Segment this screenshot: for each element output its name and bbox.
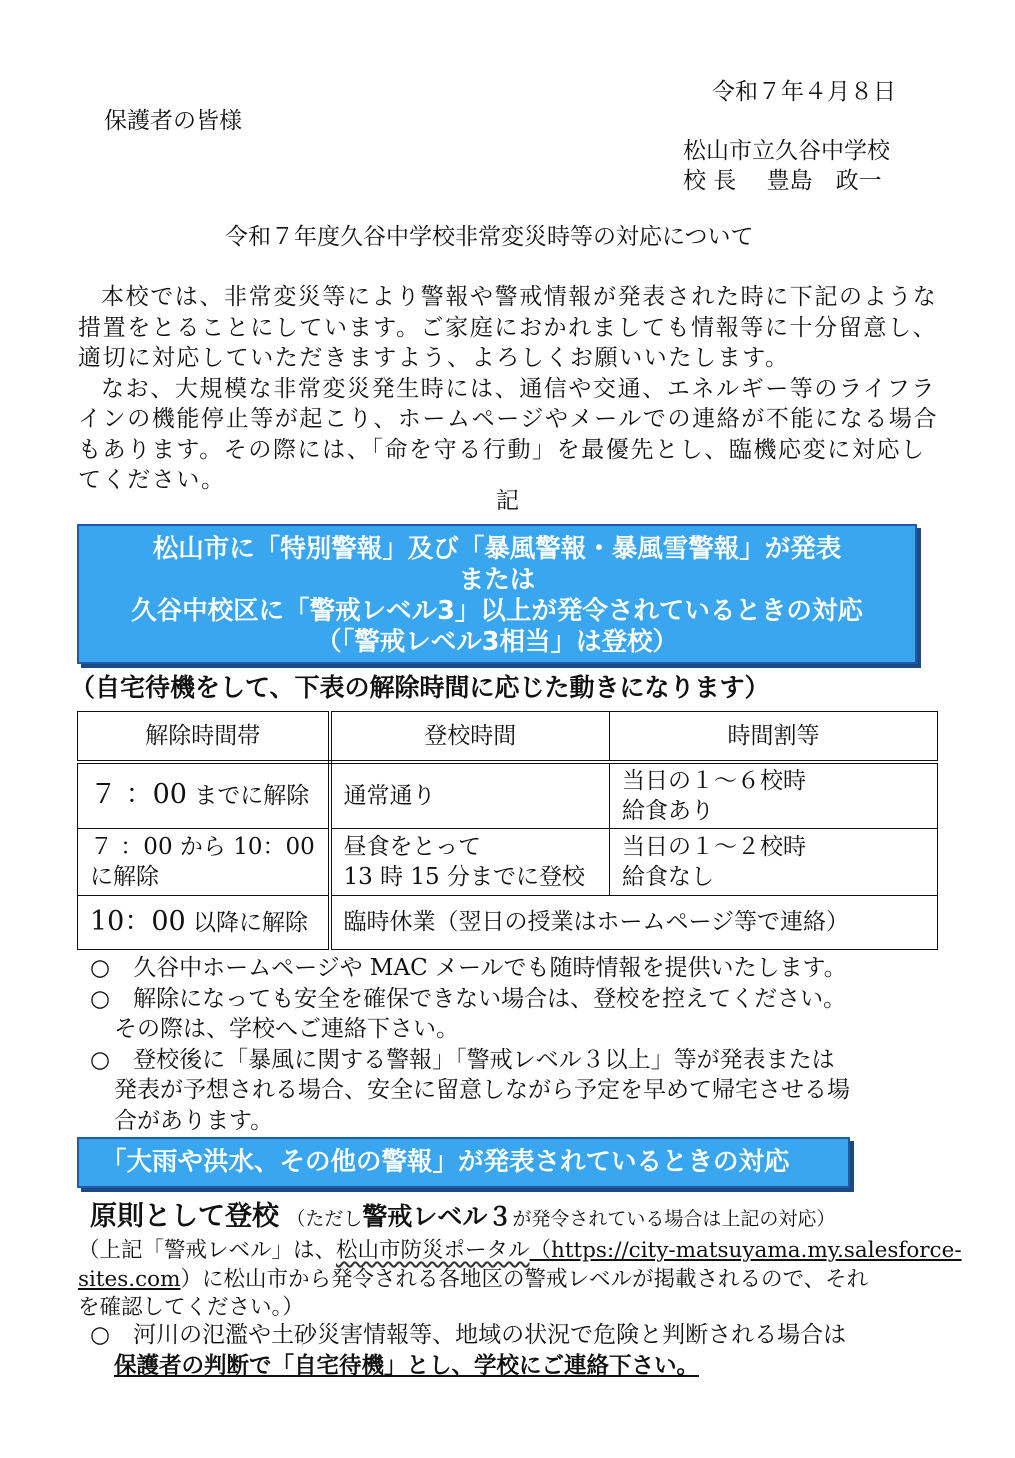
- section1-line: または: [458, 565, 536, 595]
- principle-text: 原則として登校: [90, 1201, 279, 1232]
- principle-note: が発令されている場合は上記の対応）: [512, 1208, 836, 1230]
- release-time-cell: [78, 828, 330, 895]
- reference-text: （上記「警戒レベル」は、: [78, 1238, 337, 1263]
- note-text: 登校後に「暴風に関する警報」「警戒レベル３以上」等が発表または: [133, 1046, 835, 1073]
- release-time-suffix: 以降に解除: [185, 909, 309, 936]
- table-row: [78, 762, 938, 828]
- note-continuation: 発表が予想される場合、安全に留意しながら予定を早めて帰宅させる場: [114, 1077, 850, 1103]
- bullet-icon: ○: [90, 955, 111, 981]
- reference-line-3: を確認してください。）: [78, 1295, 304, 1320]
- release-time-table: [77, 711, 938, 950]
- section2-title: 「大雨や洪水、その他の警報」が発表されているときの対応: [101, 1147, 790, 1177]
- schedule-line: 当日の１～２校時: [622, 833, 806, 860]
- release-time-cell: [78, 762, 330, 828]
- addressee: 保護者の皆様: [104, 108, 242, 134]
- list-item: [90, 1320, 846, 1351]
- column-header: 解除時間帯: [78, 712, 330, 763]
- date: 令和７年４月８日: [712, 79, 896, 105]
- bullet-icon: ○: [90, 985, 111, 1012]
- schedule-line: 給食なし: [622, 863, 714, 890]
- intro-text-2: なお、大規模な非常変災発生時には、通信や交通、エネルギー等のライフラインの機能停止等が起こり、ホームページやメールでの連絡が不能になる場合もあります。その際には、「命を守る行動」を最優先とし、臨機応変に対応してください。: [78, 375, 939, 493]
- school-name: 松山市立久谷中学校: [683, 138, 890, 164]
- reference-line-1: [78, 1236, 962, 1266]
- reference-text: ）に松山市から発令される各地区の警戒レベルが掲載されるので、それ: [180, 1267, 869, 1292]
- section1-line: 松山市に「特別警報」及び「暴風警報・暴風雪警報」が発表: [152, 534, 842, 564]
- bullet-icon: ○: [90, 1322, 111, 1348]
- column-header: 時間割等: [610, 712, 938, 763]
- schedule-line: 給食あり: [622, 797, 714, 824]
- release-time-value: 10：00: [90, 905, 186, 937]
- release-time-line: に解除: [90, 863, 159, 890]
- intro-text-1: 本校では、非常変災等により警報や警戒情報が発表された時に下記のような措置をとることにしています。ご家庭におかれましても情報等に十分留意し、適切に対応していただきますよう、よろしくお願いいたします。: [78, 284, 938, 371]
- table-row: [78, 895, 938, 949]
- list-item: [90, 953, 930, 984]
- table-row: [78, 828, 938, 895]
- arrival-cell: 臨時休業（翌日の授業はホームページ等で連絡）: [330, 895, 938, 949]
- portal-url-link[interactable]: （https://city-matsuyama.my.salesforce-: [529, 1238, 962, 1263]
- arrival-cell: 通常通り: [330, 762, 610, 828]
- principle-level: 警戒レベル３: [362, 1202, 513, 1231]
- principle-line: [90, 1200, 835, 1236]
- parent-judgment-note: 保護者の判断で「自宅待機」とし、学校にご連絡下さい。: [114, 1353, 700, 1379]
- release-time-value: ７ ：00: [90, 779, 187, 811]
- portal-name: 松山市防災ポータル: [336, 1238, 530, 1263]
- schedule-cell: [610, 828, 938, 895]
- section1-banner: [77, 524, 917, 664]
- principle-note: （ただし: [286, 1208, 363, 1230]
- section2-banner: [77, 1137, 850, 1188]
- release-time-line: ７ ：00 から 10：00: [90, 833, 315, 860]
- note-continuation: その際は、学校へご連絡下さい。: [114, 1016, 459, 1042]
- bullet-icon: ○: [90, 1046, 111, 1073]
- release-time-suffix: までに解除: [186, 783, 310, 810]
- principal-name: 校 長 豊島 政一: [683, 168, 882, 194]
- schedule-line: 当日の１～６校時: [622, 767, 806, 794]
- release-time-cell: [78, 895, 330, 949]
- section1-note: （自宅待機をして、下表の解除時間に応じた動きになります）: [70, 673, 770, 702]
- section1-line: （「警戒レベル3相当」は登校）: [316, 627, 678, 657]
- arrival-line: 昼食をとって: [343, 833, 482, 860]
- portal-url-link[interactable]: sites.com: [78, 1267, 181, 1292]
- list-item: [90, 1045, 930, 1076]
- list-item: [90, 984, 930, 1015]
- column-header: 登校時間: [330, 712, 610, 763]
- reference-line-2: [78, 1265, 868, 1295]
- arrival-cell: [330, 828, 610, 895]
- note-text: 解除になっても安全を確保できない場合は、登校を控えてください。: [133, 985, 847, 1012]
- note-text: 久谷中ホームページや MAC メールでも随時情報を提供いたします。: [133, 955, 847, 981]
- section1-line: 久谷中校区に「警戒レベル3」以上が発令されているときの対応: [131, 596, 863, 626]
- ki-heading: 記: [496, 488, 519, 514]
- arrival-line: 13 時 15 分までに登校: [343, 863, 585, 890]
- page-title: 令和７年度久谷中学校非常変災時等の対応について: [225, 224, 754, 250]
- notes-list: [90, 953, 930, 1136]
- note-text: 河川の氾濫や土砂災害情報等、地域の状況で危険と判断される場合は: [133, 1322, 847, 1348]
- table-header-row: [78, 712, 938, 763]
- schedule-cell: [610, 762, 938, 828]
- note-continuation: 合があります。: [114, 1107, 274, 1134]
- intro-paragraph: [78, 282, 940, 496]
